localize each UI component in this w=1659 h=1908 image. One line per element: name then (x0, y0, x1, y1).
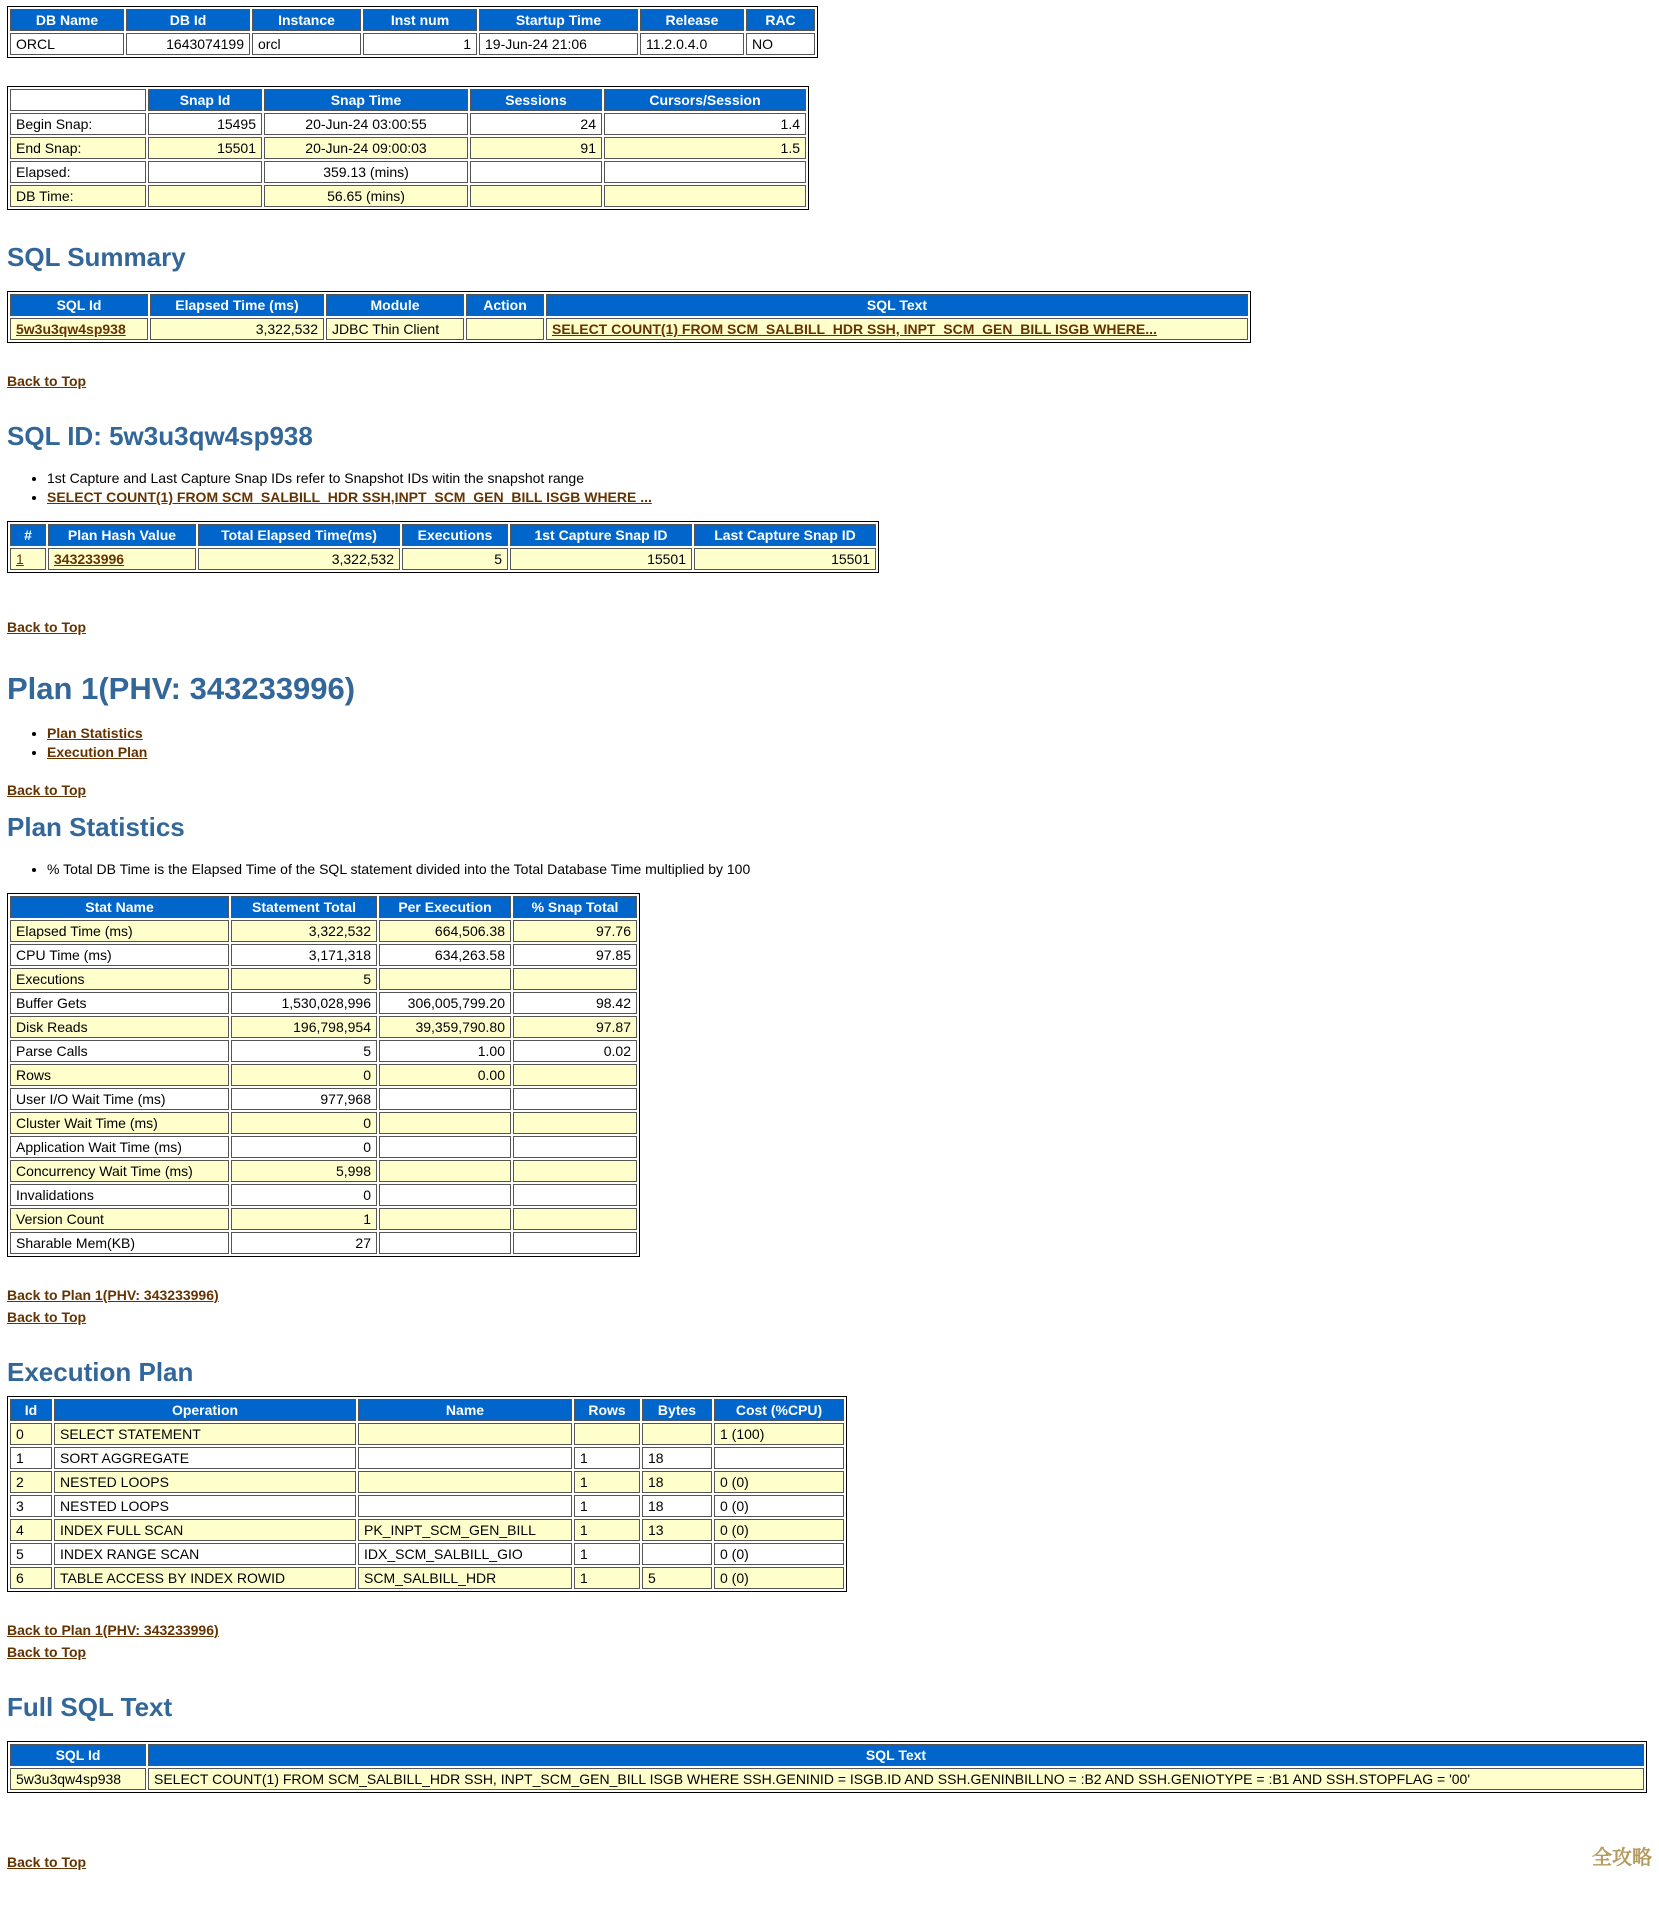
exec-name: PK_INPT_SCM_GEN_BILL (358, 1519, 572, 1541)
stat-name: Parse Calls (10, 1040, 229, 1062)
sql-summary-heading: SQL Summary (7, 242, 186, 272)
exec-rows (574, 1423, 640, 1445)
stat-name: Invalidations (10, 1184, 229, 1206)
back-to-top-link[interactable]: Back to Top (7, 1309, 87, 1325)
plan-hash-row (10, 548, 876, 570)
execution-plan-bullet (47, 744, 1652, 760)
db-time-note: • % Total DB Time is the Elapsed Time of the SQL statement divided into the Total Database Time multiplied by 100 (47, 861, 1652, 877)
exec-name (358, 1447, 572, 1469)
sql-text-link[interactable]: SELECT COUNT(1) FROM SCM_SALBILL_HDR SSH,INPT_SCM_GEN_BILL ISGB WHERE ... (47, 489, 652, 505)
stat-per-exec (379, 1112, 511, 1134)
col-header-name: Name (358, 1399, 572, 1421)
col-header-cursors-session: Cursors/Session (604, 89, 806, 111)
backline (7, 1287, 1652, 1303)
exec-cost: 0 (0) (714, 1519, 844, 1541)
exec-name (358, 1495, 572, 1517)
stat-per-exec (379, 1136, 511, 1158)
stat-per-exec (379, 1160, 511, 1182)
col-header-blank (10, 89, 146, 111)
stat-row (10, 1112, 637, 1134)
stat-per-exec: 306,005,799.20 (379, 992, 511, 1014)
stat-total: 0 (231, 1136, 377, 1158)
col-header-sql-id: SQL Id (10, 1744, 146, 1766)
exec-row (10, 1495, 844, 1517)
exec-cost: 1 (100) (714, 1423, 844, 1445)
sql-text-cell (546, 318, 1248, 340)
exec-bytes: 18 (642, 1471, 712, 1493)
stat-row (10, 1160, 637, 1182)
snap-time: 20-Jun-24 03:00:55 (264, 113, 468, 135)
stat-total: 0 (231, 1064, 377, 1086)
col-header-elapsed-time: Elapsed Time (ms) (150, 294, 324, 316)
exec-row (10, 1519, 844, 1541)
stat-name: Concurrency Wait Time (ms) (10, 1160, 229, 1182)
stat-row (10, 1208, 637, 1230)
stat-pct (513, 1136, 637, 1158)
plan1-heading: Plan 1(PHV: 343233996) (7, 671, 356, 706)
db-id-value: 1643074199 (126, 33, 250, 55)
stat-name: Buffer Gets (10, 992, 229, 1014)
exec-rows: 1 (574, 1519, 640, 1541)
sql-id-heading: SQL ID: 5w3u3qw4sp938 (7, 421, 313, 451)
stat-pct (513, 968, 637, 990)
col-header-stat-name: Stat Name (10, 896, 229, 918)
snapshot-row-begin (10, 113, 806, 135)
col-header-executions: Executions (402, 524, 508, 546)
db-info-table (7, 6, 818, 58)
sql-text-bullet (47, 489, 1652, 505)
snap-time: 359.13 (mins) (264, 161, 468, 183)
stat-row (10, 1184, 637, 1206)
watermark-text: 全攻略 (1592, 1845, 1652, 1869)
stat-pct: 98.42 (513, 992, 637, 1014)
col-header-inst-num: Inst num (363, 9, 477, 31)
instance-value: orcl (252, 33, 361, 55)
backline (7, 782, 1652, 798)
stat-name: Application Wait Time (ms) (10, 1136, 229, 1158)
snap-id: 15495 (148, 113, 262, 135)
snap-time: 20-Jun-24 09:00:03 (264, 137, 468, 159)
exec-bytes: 18 (642, 1447, 712, 1469)
startup-time-value: 19-Jun-24 21:06 (479, 33, 638, 55)
col-header-operation: Operation (54, 1399, 356, 1421)
execution-plan-heading: Execution Plan (7, 1357, 194, 1387)
stat-name: CPU Time (ms) (10, 944, 229, 966)
stat-per-exec (379, 1232, 511, 1254)
snapshot-table (7, 86, 809, 210)
exec-id: 1 (10, 1447, 52, 1469)
stat-total: 5 (231, 1040, 377, 1062)
snap-id: 15501 (148, 137, 262, 159)
backline (7, 373, 1652, 389)
stat-total: 1 (231, 1208, 377, 1230)
stat-row (10, 920, 637, 942)
plan-hash-cell (48, 548, 196, 570)
stat-pct (513, 1064, 637, 1086)
db-info-header-row (10, 9, 815, 31)
snapshot-row-elapsed (10, 161, 806, 183)
exec-operation: INDEX RANGE SCAN (54, 1543, 356, 1565)
sql-id-link[interactable]: 5w3u3qw4sp938 (16, 321, 126, 337)
stat-name: Rows (10, 1064, 229, 1086)
plan-statistics-bullet (47, 725, 1652, 741)
exec-id: 5 (10, 1543, 52, 1565)
last-capture-cell: 15501 (694, 548, 876, 570)
exec-cost (714, 1447, 844, 1469)
exec-id: 3 (10, 1495, 52, 1517)
snapshot-row-end (10, 137, 806, 159)
stat-name: Cluster Wait Time (ms) (10, 1112, 229, 1134)
stat-row (10, 1088, 637, 1110)
snapshot-header-row (10, 89, 806, 111)
exec-row (10, 1423, 844, 1445)
exec-cost: 0 (0) (714, 1543, 844, 1565)
backline (7, 1644, 1652, 1660)
exec-operation: TABLE ACCESS BY INDEX ROWID (54, 1567, 356, 1589)
rac-value: NO (746, 33, 815, 55)
stat-total: 27 (231, 1232, 377, 1254)
col-header-snap-time: Snap Time (264, 89, 468, 111)
snap-cursors: 1.5 (604, 137, 806, 159)
exec-id: 4 (10, 1519, 52, 1541)
col-header-action: Action (466, 294, 544, 316)
stat-row (10, 1016, 637, 1038)
stat-pct: 97.87 (513, 1016, 637, 1038)
module-cell: JDBC Thin Client (326, 318, 464, 340)
exec-operation: NESTED LOOPS (54, 1471, 356, 1493)
exec-cost: 0 (0) (714, 1567, 844, 1589)
stat-per-exec: 0.00 (379, 1064, 511, 1086)
stat-row (10, 1040, 637, 1062)
back-to-top-link[interactable]: Back to Top (7, 782, 87, 798)
action-cell (466, 318, 544, 340)
col-header-total-elapsed: Total Elapsed Time(ms) (198, 524, 400, 546)
col-header-per-execution: Per Execution (379, 896, 511, 918)
stat-row (10, 992, 637, 1014)
sql-text-link[interactable]: SELECT COUNT(1) FROM SCM_SALBILL_HDR SSH, INPT_SCM_GEN_BILL ISGB WHERE... (552, 321, 1157, 337)
stat-header-row (10, 896, 637, 918)
exec-operation: INDEX FULL SCAN (54, 1519, 356, 1541)
exec-header-row (10, 1399, 844, 1421)
snap-time: 56.65 (mins) (264, 185, 468, 207)
stat-row (10, 1064, 637, 1086)
back-to-top-link[interactable]: Back to Top (7, 1644, 87, 1660)
exec-bytes: 5 (642, 1567, 712, 1589)
stat-per-exec: 634,263.58 (379, 944, 511, 966)
page-footer (7, 1841, 1652, 1870)
inst-num-value: 1 (363, 33, 477, 55)
col-header-bytes: Bytes (642, 1399, 712, 1421)
snap-sessions: 91 (470, 137, 602, 159)
sql-summary-header-row (10, 294, 1248, 316)
col-header-sql-text: SQL Text (148, 1744, 1644, 1766)
backline (7, 619, 1652, 635)
snap-sessions (470, 161, 602, 183)
release-value: 11.2.0.4.0 (640, 33, 744, 55)
full-sql-text: SELECT COUNT(1) FROM SCM_SALBILL_HDR SSH, INPT_SCM_GEN_BILL ISGB WHERE SSH.GENINID = ISGB.ID AND SSH.GENINBILLNO = :B2 AND SSH.GENIOTYPE = :B1 AND SSH.STOPFLAG = '00' (148, 1768, 1644, 1790)
stat-per-exec (379, 1208, 511, 1230)
total-elapsed-cell: 3,322,532 (198, 548, 400, 570)
plan-statistics-table (7, 893, 640, 1257)
sql-summary-table (7, 291, 1251, 343)
exec-name: IDX_SCM_SALBILL_GIO (358, 1543, 572, 1565)
col-header-pct-snap-total: % Snap Total (513, 896, 637, 918)
stat-pct (513, 1088, 637, 1110)
stat-pct: 97.85 (513, 944, 637, 966)
stat-total: 0 (231, 1112, 377, 1134)
execution-plan-table (7, 1396, 847, 1592)
full-sql-id: 5w3u3qw4sp938 (10, 1768, 146, 1790)
snap-label: End Snap: (10, 137, 146, 159)
exec-rows: 1 (574, 1447, 640, 1469)
stat-pct (513, 1208, 637, 1230)
col-header-module: Module (326, 294, 464, 316)
full-sql-header-row (10, 1744, 1644, 1766)
exec-cost: 0 (0) (714, 1495, 844, 1517)
stat-pct: 97.76 (513, 920, 637, 942)
col-header-instance: Instance (252, 9, 361, 31)
stat-pct (513, 1184, 637, 1206)
exec-operation: NESTED LOOPS (54, 1495, 356, 1517)
stat-row (10, 1136, 637, 1158)
col-header-rows: Rows (574, 1399, 640, 1421)
snap-sessions (470, 185, 602, 207)
exec-id: 6 (10, 1567, 52, 1589)
full-sql-row (10, 1768, 1644, 1790)
exec-name: SCM_SALBILL_HDR (358, 1567, 572, 1589)
stat-pct (513, 1160, 637, 1182)
plan-hash-header-row (10, 524, 876, 546)
exec-operation: SORT AGGREGATE (54, 1447, 356, 1469)
stat-name: Disk Reads (10, 1016, 229, 1038)
executions-cell: 5 (402, 548, 508, 570)
sql-summary-row (10, 318, 1248, 340)
full-sql-table (7, 1741, 1647, 1793)
exec-name (358, 1423, 572, 1445)
exec-bytes (642, 1423, 712, 1445)
stat-name: Executions (10, 968, 229, 990)
stat-total: 3,171,318 (231, 944, 377, 966)
backline (7, 1622, 1652, 1638)
sql-id-cell (10, 318, 148, 340)
plan-hash-table (7, 521, 879, 573)
snap-cursors: 1.4 (604, 113, 806, 135)
backline (7, 1309, 1652, 1325)
plan-statistics-link[interactable]: Plan Statistics (47, 725, 143, 741)
col-header-db-id: DB Id (126, 9, 250, 31)
back-to-top-link[interactable]: Back to Top (7, 373, 87, 389)
col-header-first-capture: 1st Capture Snap ID (510, 524, 692, 546)
stat-total: 0 (231, 1184, 377, 1206)
stat-name: User I/O Wait Time (ms) (10, 1088, 229, 1110)
stat-per-exec: 1.00 (379, 1040, 511, 1062)
exec-bytes: 13 (642, 1519, 712, 1541)
plan1-links (35, 725, 1652, 760)
col-header-last-capture: Last Capture Snap ID (694, 524, 876, 546)
snap-id (148, 185, 262, 207)
stat-name: Sharable Mem(KB) (10, 1232, 229, 1254)
stat-per-exec (379, 968, 511, 990)
plan-num-link[interactable]: 1 (16, 551, 24, 567)
elapsed-time-cell: 3,322,532 (150, 318, 324, 340)
exec-name (358, 1471, 572, 1493)
exec-operation: SELECT STATEMENT (54, 1423, 356, 1445)
exec-cost: 0 (0) (714, 1471, 844, 1493)
snap-sessions: 24 (470, 113, 602, 135)
stat-pct: 0.02 (513, 1040, 637, 1062)
db-info-row (10, 33, 815, 55)
back-to-top-link[interactable]: Back to Top (7, 619, 87, 635)
col-header-id: Id (10, 1399, 52, 1421)
exec-rows: 1 (574, 1495, 640, 1517)
snap-id (148, 161, 262, 183)
sql-id-notes (35, 470, 1652, 505)
plan-num-cell (10, 548, 46, 570)
snap-range-note: • 1st Capture and Last Capture Snap IDs refer to Snapshot IDs witin the snapshot range (47, 470, 1652, 486)
col-header-plan-hash-value: Plan Hash Value (48, 524, 196, 546)
col-header-statement-total: Statement Total (231, 896, 377, 918)
snap-label: Elapsed: (10, 161, 146, 183)
exec-row (10, 1447, 844, 1469)
col-header-startup-time: Startup Time (479, 9, 638, 31)
stat-total: 5,998 (231, 1160, 377, 1182)
plan-statistics-notes (35, 861, 1652, 877)
back-to-top-link[interactable]: Back to Top (7, 1854, 87, 1870)
snapshot-row-dbtime (10, 185, 806, 207)
stat-per-exec: 39,359,790.80 (379, 1016, 511, 1038)
col-header-db-name: DB Name (10, 9, 124, 31)
stat-name: Elapsed Time (ms) (10, 920, 229, 942)
stat-total: 196,798,954 (231, 1016, 377, 1038)
exec-row (10, 1567, 844, 1589)
stat-total: 5 (231, 968, 377, 990)
stat-pct (513, 1232, 637, 1254)
snap-cursors (604, 161, 806, 183)
stat-name: Version Count (10, 1208, 229, 1230)
exec-row (10, 1543, 844, 1565)
stat-per-exec (379, 1184, 511, 1206)
stat-total: 3,322,532 (231, 920, 377, 942)
col-header-snap-id: Snap Id (148, 89, 262, 111)
exec-id: 0 (10, 1423, 52, 1445)
col-header-rac: RAC (746, 9, 815, 31)
exec-rows: 1 (574, 1543, 640, 1565)
snap-label: Begin Snap: (10, 113, 146, 135)
plan-hash-link[interactable]: 343233996 (54, 551, 125, 567)
exec-bytes (642, 1543, 712, 1565)
col-header-sessions: Sessions (470, 89, 602, 111)
first-capture-cell: 15501 (510, 548, 692, 570)
stat-pct (513, 1112, 637, 1134)
stat-per-exec: 664,506.38 (379, 920, 511, 942)
exec-rows: 1 (574, 1471, 640, 1493)
plan-statistics-heading: Plan Statistics (7, 812, 185, 842)
execution-plan-link[interactable]: Execution Plan (47, 744, 148, 760)
exec-id: 2 (10, 1471, 52, 1493)
back-to-plan-link[interactable]: Back to Plan 1(PHV: 343233996) (7, 1287, 219, 1303)
stat-row (10, 968, 637, 990)
exec-bytes: 18 (642, 1495, 712, 1517)
stat-row (10, 1232, 637, 1254)
stat-total: 1,530,028,996 (231, 992, 377, 1014)
stat-total: 977,968 (231, 1088, 377, 1110)
col-header-num: # (10, 524, 46, 546)
col-header-sql-text: SQL Text (546, 294, 1248, 316)
snap-label: DB Time: (10, 185, 146, 207)
col-header-sql-id: SQL Id (10, 294, 148, 316)
db-name-value: ORCL (10, 33, 124, 55)
full-sql-text-heading: Full SQL Text (7, 1692, 173, 1722)
col-header-release: Release (640, 9, 744, 31)
col-header-cost: Cost (%CPU) (714, 1399, 844, 1421)
snap-cursors (604, 185, 806, 207)
stat-per-exec (379, 1088, 511, 1110)
exec-rows: 1 (574, 1567, 640, 1589)
stat-row (10, 944, 637, 966)
back-to-plan-link[interactable]: Back to Plan 1(PHV: 343233996) (7, 1622, 219, 1638)
exec-row (10, 1471, 844, 1493)
